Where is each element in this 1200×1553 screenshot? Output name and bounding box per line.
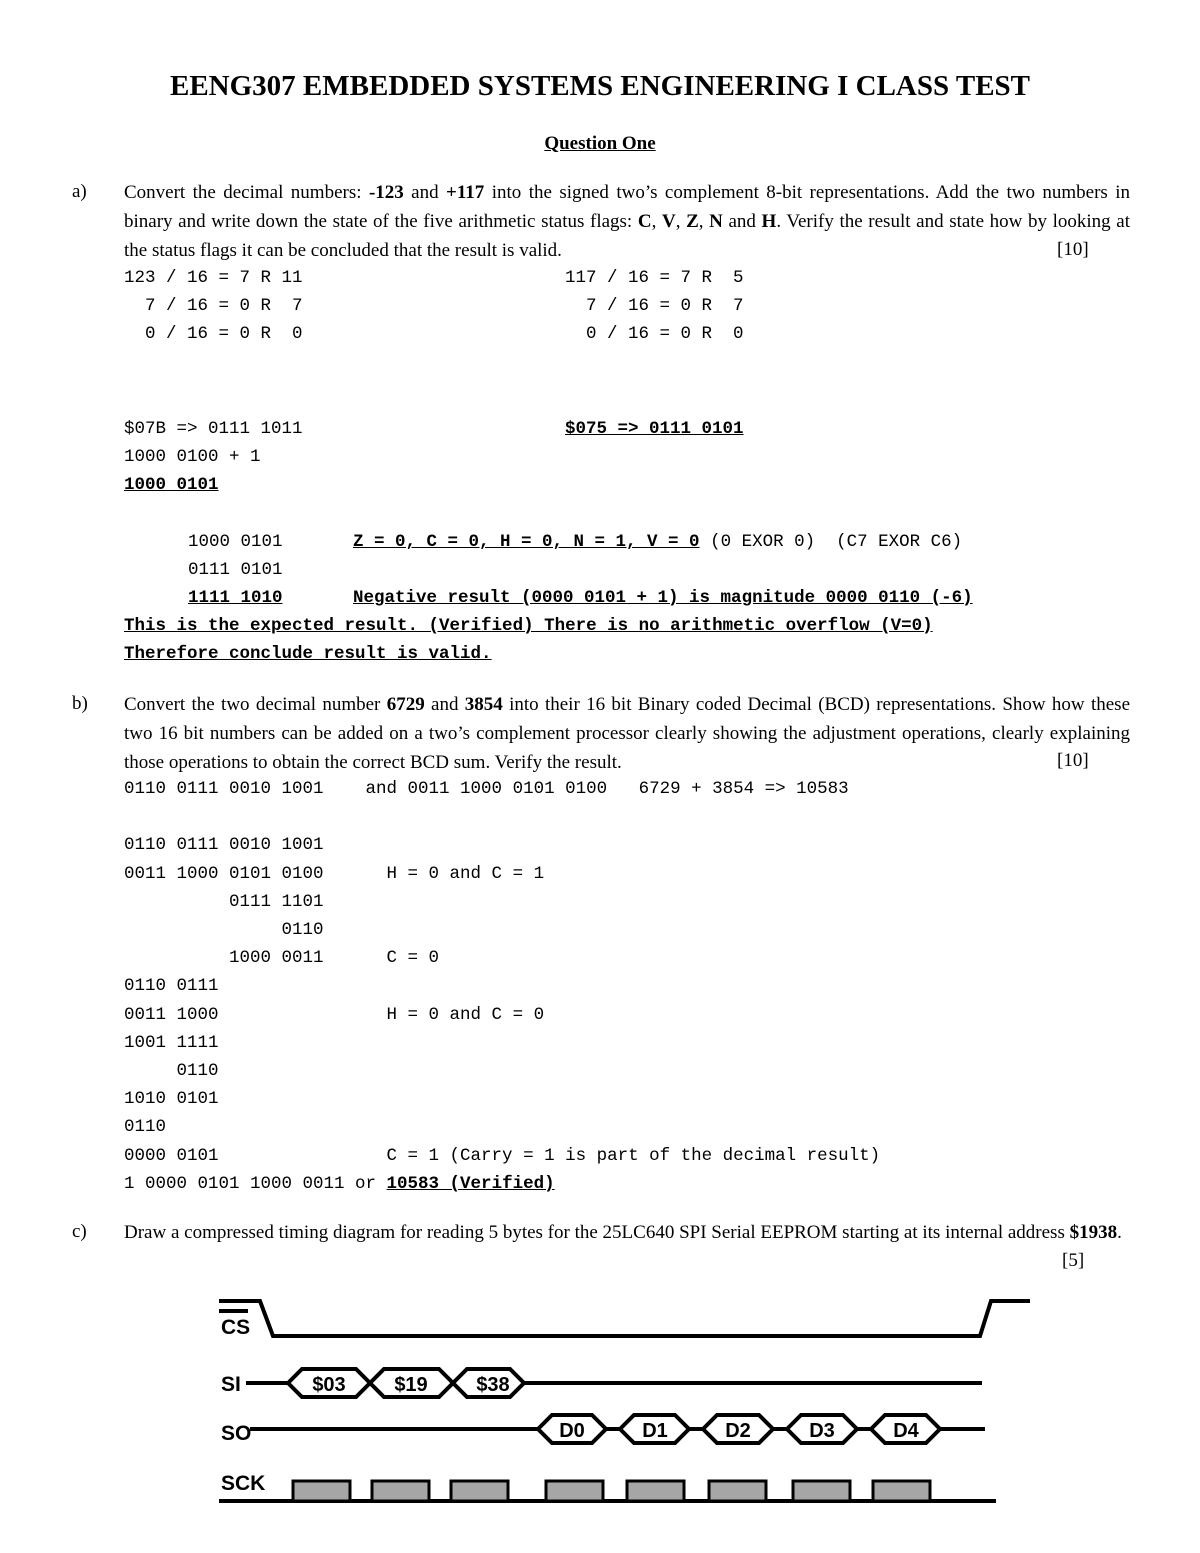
part-c-marks: [5] — [1062, 1250, 1085, 1271]
division-left: 123 / 16 = 7 R 11 7 / 16 = 0 R 7 0 / 16 = 0 R 0 — [124, 268, 303, 345]
bcd-line: 1010 0101 — [124, 1089, 219, 1110]
sck-pulse — [293, 1481, 350, 1501]
cs-waveform — [219, 1301, 1030, 1336]
bcd-line: 0110 0111 0010 1001 — [124, 835, 324, 856]
bcd-line: 0110 — [124, 920, 324, 941]
so-label: SO — [221, 1422, 252, 1445]
sck-pulse — [793, 1481, 850, 1501]
sck-pulse — [372, 1481, 429, 1501]
si-label: SI — [221, 1373, 241, 1396]
sum-result-note: Negative result (0000 0101 + 1) is magnitude 0000 0110 (-6) — [353, 588, 973, 608]
bcd-line: 0011 1000 H = 0 and C = 0 — [124, 1004, 545, 1025]
bcd-line: 1001 1111 — [124, 1032, 219, 1053]
si-byte-1-text: $19 — [394, 1374, 428, 1396]
bcd-line: 0110 0111 0010 1001 and 0011 1000 0101 0100 6729 + 3854 => 10583 — [124, 779, 849, 799]
bcd-final-line: 1 0000 0101 1000 0011 or 10583 (Verified) — [124, 1173, 555, 1194]
part-b-question: Convert the two decimal number 6729 and 3854 into their 16 bit Binary coded Decimal (BCD) representations. Show how these two 16 bit numbers can be added on a two’s complement processor clearly showing the adjustment operations, clearly explaining those operations to obtain the correct BCD sum. Verify the result. — [124, 694, 1130, 773]
so-byte-4-text: D4 — [893, 1420, 919, 1442]
bcd-line: 0110 — [124, 1061, 219, 1082]
part-a-question: Convert the decimal numbers: -123 and +117 into the signed two’s complement 8-bit representations. Add the two numbers in binary and write down the state of the five arithmetic status flags: C, V, Z, N and H. Verify the result and state how by looking at the status flags it can be concluded that the result is valid. — [124, 182, 1130, 261]
status-flags-line: Z = 0, C = 0, H = 0, N = 1, V = 0 (0 EXOR 0) (C7 EXOR C6) — [353, 532, 963, 552]
sck-pulse — [873, 1481, 930, 1501]
hex-right: $075 => 0111 0101 — [565, 419, 744, 439]
division-right: 117 / 16 = 7 R 5 7 / 16 = 0 R 7 0 / 16 = 0 R 0 — [565, 268, 744, 345]
conclusion-line-2: Therefore conclude result is valid. — [124, 644, 492, 664]
so-byte-0 — [538, 1415, 606, 1443]
si-byte-2-text: $38 — [476, 1374, 510, 1396]
bcd-line: 0111 1101 — [124, 891, 324, 912]
sck-pulse — [546, 1481, 603, 1501]
sum-result: 1111 1010 — [188, 588, 283, 608]
so-byte-0-text: D0 — [559, 1420, 585, 1442]
si-byte-1 — [370, 1369, 453, 1397]
sck-pulse — [451, 1481, 508, 1501]
so-byte-2-text: D2 — [725, 1420, 751, 1442]
question-heading: Question One — [544, 133, 656, 154]
bcd-line: 0011 1000 0101 0100 H = 0 and C = 1 — [124, 863, 545, 884]
part-a-marks: [10] — [1057, 239, 1089, 260]
bcd-line: 1000 0011 C = 0 — [124, 948, 440, 969]
so-byte-1 — [620, 1415, 689, 1443]
so-byte-4 — [871, 1415, 940, 1443]
bcd-line: 0110 — [124, 1117, 167, 1138]
bcd-line: 0110 0111 — [124, 976, 219, 997]
so-byte-3 — [787, 1415, 857, 1443]
so-byte-1-text: D1 — [642, 1420, 668, 1442]
bcd-final-result: 10583 (Verified) — [386, 1173, 555, 1194]
twos-complement-result: 1000 0101 — [124, 475, 219, 495]
so-byte-3-text: D3 — [809, 1420, 835, 1442]
sum-operand-2: 0111 0101 — [188, 560, 283, 580]
sck-pulse — [709, 1481, 766, 1501]
si-byte-0 — [288, 1369, 370, 1397]
sck-label: SCK — [221, 1472, 266, 1495]
part-b-marks: [10] — [1057, 750, 1089, 771]
part-c-question: Draw a compressed timing diagram for reading 5 bytes for the 25LC640 SPI Serial EEPROM starting at its internal address $1938. — [124, 1222, 1122, 1243]
invert-plus-one: 1000 0100 + 1 — [124, 447, 261, 467]
sum-operand-1: 1000 0101 — [188, 532, 283, 552]
so-byte-2 — [703, 1415, 773, 1443]
conclusion-line-1: This is the expected result. (Verified) There is no arithmetic overflow (V=0) — [124, 616, 933, 636]
part-b-label: b) — [72, 693, 88, 714]
part-a-label: a) — [72, 181, 87, 202]
part-c-label: c) — [72, 1221, 87, 1242]
si-byte-2 — [453, 1369, 524, 1397]
bcd-line: 0000 0101 C = 1 (Carry = 1 is part of the decimal result) — [124, 1145, 881, 1166]
sck-pulse — [627, 1481, 684, 1501]
cs-label: CS — [221, 1316, 251, 1339]
si-byte-0-text: $03 — [312, 1374, 346, 1396]
page-title: EENG307 EMBEDDED SYSTEMS ENGINEERING I CLASS TEST — [169, 70, 1031, 102]
hex-left: $07B => 0111 1011 — [124, 419, 303, 439]
